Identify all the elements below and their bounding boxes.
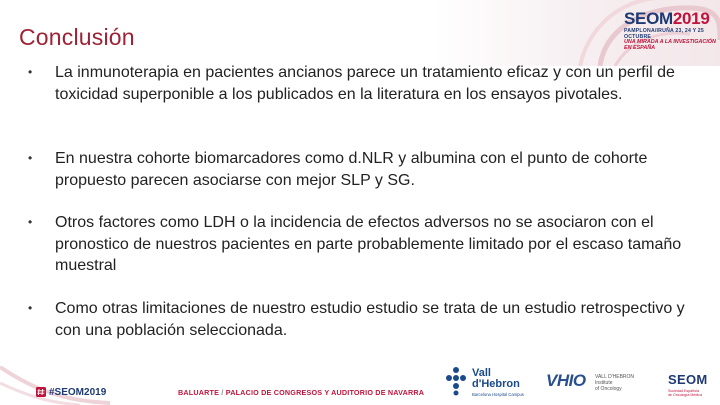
- bullet-dot: •: [28, 65, 33, 79]
- seom-sub-line2: de Oncología Médica: [668, 393, 702, 398]
- venue-left: BALUARTE: [178, 388, 220, 397]
- bullet-text: Como otras limitaciones de nuestro estudio estudio se trata de un estudio retrospectivo y con una población seleccionada.: [55, 300, 685, 339]
- venue-right: PALACIO DE CONGRESOS Y AUDITORIO DE NAVARRA: [225, 388, 425, 397]
- seom-footer-subtitle: [668, 389, 702, 398]
- bullet-item: [28, 212, 698, 277]
- bullet-item: [28, 148, 698, 191]
- page-title: Conclusión: [19, 24, 135, 50]
- vdh-line1: Vall: [472, 367, 491, 379]
- vdh-subtitle: Barcelona Hospital Campus: [472, 392, 524, 397]
- vhio-sub-line1: VALL D'HEBRON: [595, 374, 635, 380]
- venue-label: [178, 388, 424, 397]
- vhio-logo: VHIO: [546, 371, 586, 390]
- vdh-line2: d'Hebron: [472, 378, 520, 390]
- bullet-text: En nuestra cohorte biomarcadores como d.NLR y albumina con el punto de cohorte propuesto parecen asociarse con mejor SLP y SG.: [55, 150, 648, 189]
- bullet-text: Otros factores como LDH o la incidencia de efectos adversos no se asociaron con el pronostico de nuestros pacientes en parte probablemente limitado por el escaso tamaño muestral: [55, 214, 682, 274]
- vall-dhebron-logo: [472, 368, 520, 390]
- vhio-sub-line3: of Oncology: [595, 386, 622, 392]
- seom-2019-logo: [624, 9, 710, 29]
- seom-footer-logo: SEOM: [668, 372, 708, 387]
- bullet-item: [28, 62, 698, 105]
- hashtag-label: #SEOM2019: [49, 387, 107, 398]
- logo-seom-text: SEOM: [624, 9, 673, 28]
- vhio-subtitle: [595, 374, 634, 392]
- hashtag-icon: [36, 387, 46, 397]
- venue-separator: /: [219, 388, 226, 397]
- vall-dhebron-cross-icon: [445, 366, 467, 396]
- logo-tagline: UNA MIRADA A LA INVESTIGACIÓN EN ESPAÑA: [624, 39, 716, 51]
- bullet-dot: •: [28, 151, 33, 165]
- bullet-dot: •: [28, 215, 33, 229]
- seom-sub-line1: Sociedad Española: [668, 389, 699, 393]
- logo-subline: PAMPLONA/IRUÑA 23, 24 Y 25 OCTUBRE: [624, 28, 704, 40]
- logo-year-text: 2019: [672, 9, 710, 28]
- vhio-sub-line2: Institute: [595, 380, 613, 386]
- bullet-dot: •: [28, 301, 33, 315]
- bullet-item: [28, 298, 698, 341]
- bullet-text: La inmunoterapia en pacientes ancianos parece un tratamiento eficaz y con un perfil de toxicidad superponible a los publicados en la literatura en los ensayos pivotales.: [55, 64, 675, 103]
